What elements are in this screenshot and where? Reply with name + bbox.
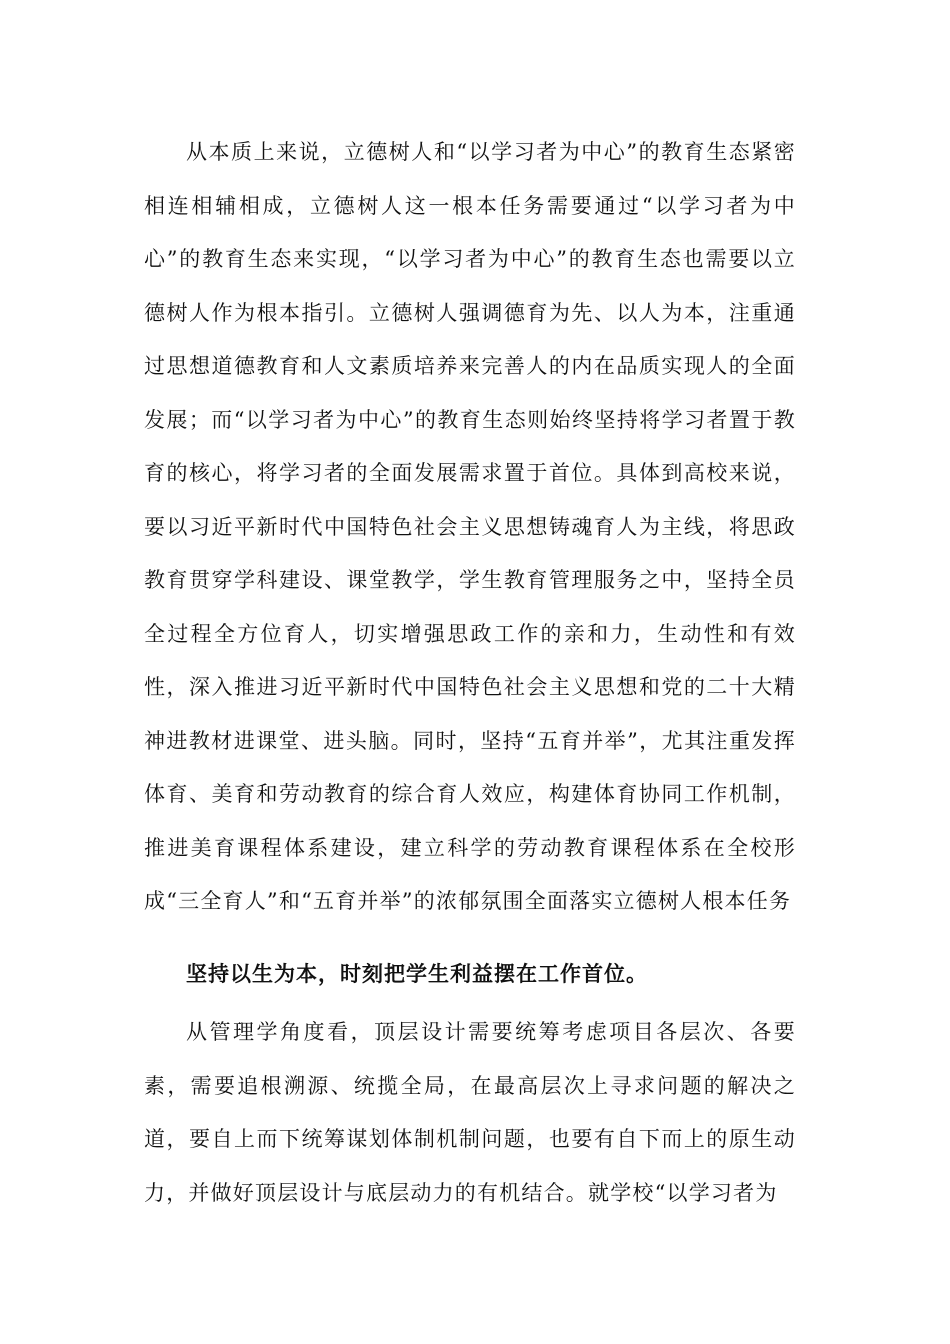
body-paragraph: 从本质上来说，立德树人和“以学习者为中心”的教育生态紧密相连相辅相成，立德树人这一根本任务需要通过“以学习者为中心”的教育生态来实现，“以学习者为中心”的教育生态也需要以立德树人作为根本指引。立德树人强调德育为先、以人为本，注重通过思想道德教育和人文素质培养来完善人的内在品质实现人的全面发展；而“以学习者为中心”的教育生态则始终坚持将学习者置于教育的核心，将学习者的全面发展需求置于首位。具体到高校来说，要以习近平新时代中国特色社会主义思想铸魂育人为主线，将思政教育贯穿学科建设、课堂教学，学生教育管理服务之中，坚持全员全过程全方位育人，切实增强思政工作的亲和力，生动性和有效性，深入推进习近平新时代中国特色社会主义思想和党的二十大精神进教材进课堂、进头脑。同时，坚持“五育并举”，尤其注重发挥体育、美育和劳动教育的综合育人效应，构建体育协同工作机制，推进美育课程体系建设，建立科学的劳动教育课程体系在全校形成“三全育人”和“五育并举”的浓郁氛围全面落实立德树人根本任务 xyxy=(144,140,796,913)
body-paragraph: 从管理学角度看，顶层设计需要统筹考虑项目各层次、各要素，需要追根溯源、统揽全局，在最高层次上寻求问题的解决之道，要自上而下统筹谋划体制机制问题，也要有自下而上的原生动力，并做好顶层设计与底层动力的有机结合。就学校“以学习者为 xyxy=(144,1020,796,1205)
section-heading: 坚持以生为本，时刻把学生利益摆在工作首位。 xyxy=(186,960,648,986)
document-body xyxy=(144,126,796,1220)
